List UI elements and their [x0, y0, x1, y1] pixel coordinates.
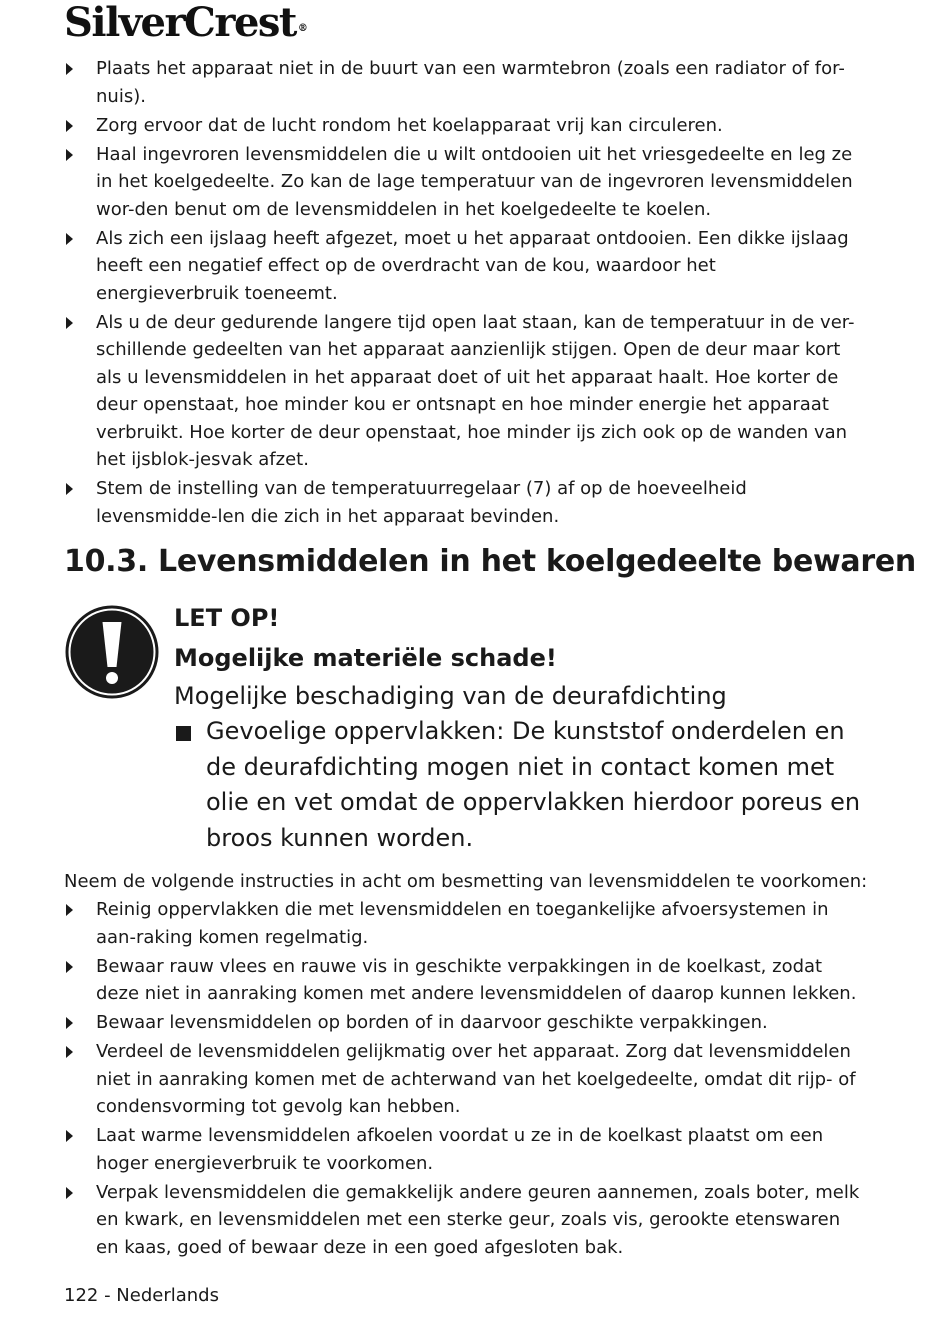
instructions-list — [64, 896, 864, 1263]
list-item — [64, 953, 864, 1008]
warning-item-text: Gevoelige oppervlakken: De kunststof onderdelen en de deurafdichting mogen niet in contact komen met olie en vet omdat de oppervlakken hierdoor poreus en broos kunnen worden. — [206, 717, 861, 852]
list-item — [64, 1179, 864, 1262]
warning-title: LET OP! — [174, 604, 280, 632]
list-item-text: Als u de deur gedurende langere tijd open laat staan, kan de temperatuur in de ver-schillende gedeelten van het apparaat aanzienlijk stijgen. Open de deur maar kort als u levensmiddelen in het apparaat doet of uit het apparaat haalt. Hoe korter de deur openstaat, hoe minder kou er ontsnapt en hoe minder energie het apparaat verbruikt. Hoe korter de deur openstaat, hoe minder ijs zich ook op de wanden van het ijsblok-jesvak afzet. — [96, 311, 855, 470]
arrow-bullet-icon — [66, 120, 73, 132]
list-item-text: Plaats het apparaat niet in de buurt van een warmtebron (zoals een radiator of for-nuis). — [96, 58, 845, 107]
list-item-text: Verdeel de levensmiddelen gelijkmatig over het apparaat. Zorg dat levensmiddelen niet in aanraking komen met de achterwand van het koelgedeelte, omdat dit rijp- of condensvorming tot gevolg kan hebben. — [96, 1041, 856, 1117]
list-item — [64, 112, 864, 140]
arrow-bullet-icon — [66, 904, 73, 916]
arrow-bullet-icon — [66, 483, 73, 495]
list-item — [64, 1009, 864, 1037]
list-item-text: Stem de instelling van de temperatuurregelaar (7) af op de hoeveelheid levensmidde-len die zich in het apparaat bevinden. — [96, 478, 747, 527]
list-item-text: Bewaar rauw vlees en rauwe vis in geschikte verpakkingen in de koelkast, zodat deze niet in aanraking komen met andere levensmiddelen of daarop kunnen lekken. — [96, 955, 857, 1004]
warning-description: Mogelijke beschadiging van de deurafdichting — [174, 682, 727, 710]
arrow-bullet-icon — [66, 1017, 73, 1029]
arrow-bullet-icon — [66, 1130, 73, 1142]
arrow-bullet-icon — [66, 1187, 73, 1199]
list-item — [64, 896, 864, 951]
square-bullet-icon — [176, 726, 191, 741]
warning-item — [174, 714, 874, 856]
list-item-text: Laat warme levensmiddelen afkoelen voordat u ze in de koelkast plaatst om een hoger energieverbruik te voorkomen. — [96, 1125, 824, 1174]
list-item-text: Verpak levensmiddelen die gemakkelijk andere geuren aannemen, zoals boter, melk en kwark, en levensmiddelen met een sterke geur, zoals vis, gerookte etenswaren en kaas, goed of bewaar deze in een goed afgesloten bak. — [96, 1181, 860, 1258]
warning-exclamation-icon — [64, 604, 160, 700]
tips-list — [64, 55, 864, 532]
warning-subtitle: Mogelijke materiële schade! — [174, 644, 557, 672]
list-item-text: Reinig oppervlakken die met levensmiddelen en toegankelijke afvoersystemen in aan-raking komen regelmatig. — [96, 899, 829, 948]
arrow-bullet-icon — [66, 1046, 73, 1058]
list-item — [64, 55, 864, 110]
list-item — [64, 225, 864, 308]
arrow-bullet-icon — [66, 233, 73, 245]
arrow-bullet-icon — [66, 317, 73, 329]
warning-block — [174, 598, 874, 856]
list-item-text: Haal ingevroren levensmiddelen die u wilt ontdooien uit het vriesgedeelte en leg ze in het koelgedeelte. Zo kan de lage temperatuur van de ingevroren levensmiddelen wor-den benut om de levensmiddelen in het koelgedeelte te koelen. — [96, 143, 853, 220]
list-item-text: Bewaar levensmiddelen op borden of in daarvoor geschikte verpakkingen. — [96, 1012, 768, 1033]
list-item-text: Als zich een ijslaag heeft afgezet, moet u het apparaat ontdooien. Een dikke ijslaag heeft een negatief effect op de overdracht van de kou, waardoor het energieverbruik toeneemt. — [96, 227, 849, 304]
list-item — [64, 1038, 864, 1121]
list-item — [64, 309, 864, 474]
list-item — [64, 1122, 864, 1177]
registered-mark: ® — [297, 23, 308, 34]
intro-text: Neem de volgende instructies in acht om besmetting van levensmiddelen te voorkomen: — [64, 871, 868, 892]
section-heading: 10.3. Levensmiddelen in het koelgedeelte bewaren — [64, 544, 916, 579]
list-item — [64, 141, 864, 224]
arrow-bullet-icon — [66, 149, 73, 161]
page-footer: 122 - Nederlands — [64, 1285, 219, 1306]
brand-logo — [64, 2, 308, 44]
brand-name: SilverCrest — [64, 0, 296, 46]
list-item — [64, 475, 864, 530]
list-item-text: Zorg ervoor dat de lucht rondom het koelapparaat vrij kan circuleren. — [96, 114, 723, 136]
arrow-bullet-icon — [66, 63, 73, 75]
arrow-bullet-icon — [66, 961, 73, 973]
